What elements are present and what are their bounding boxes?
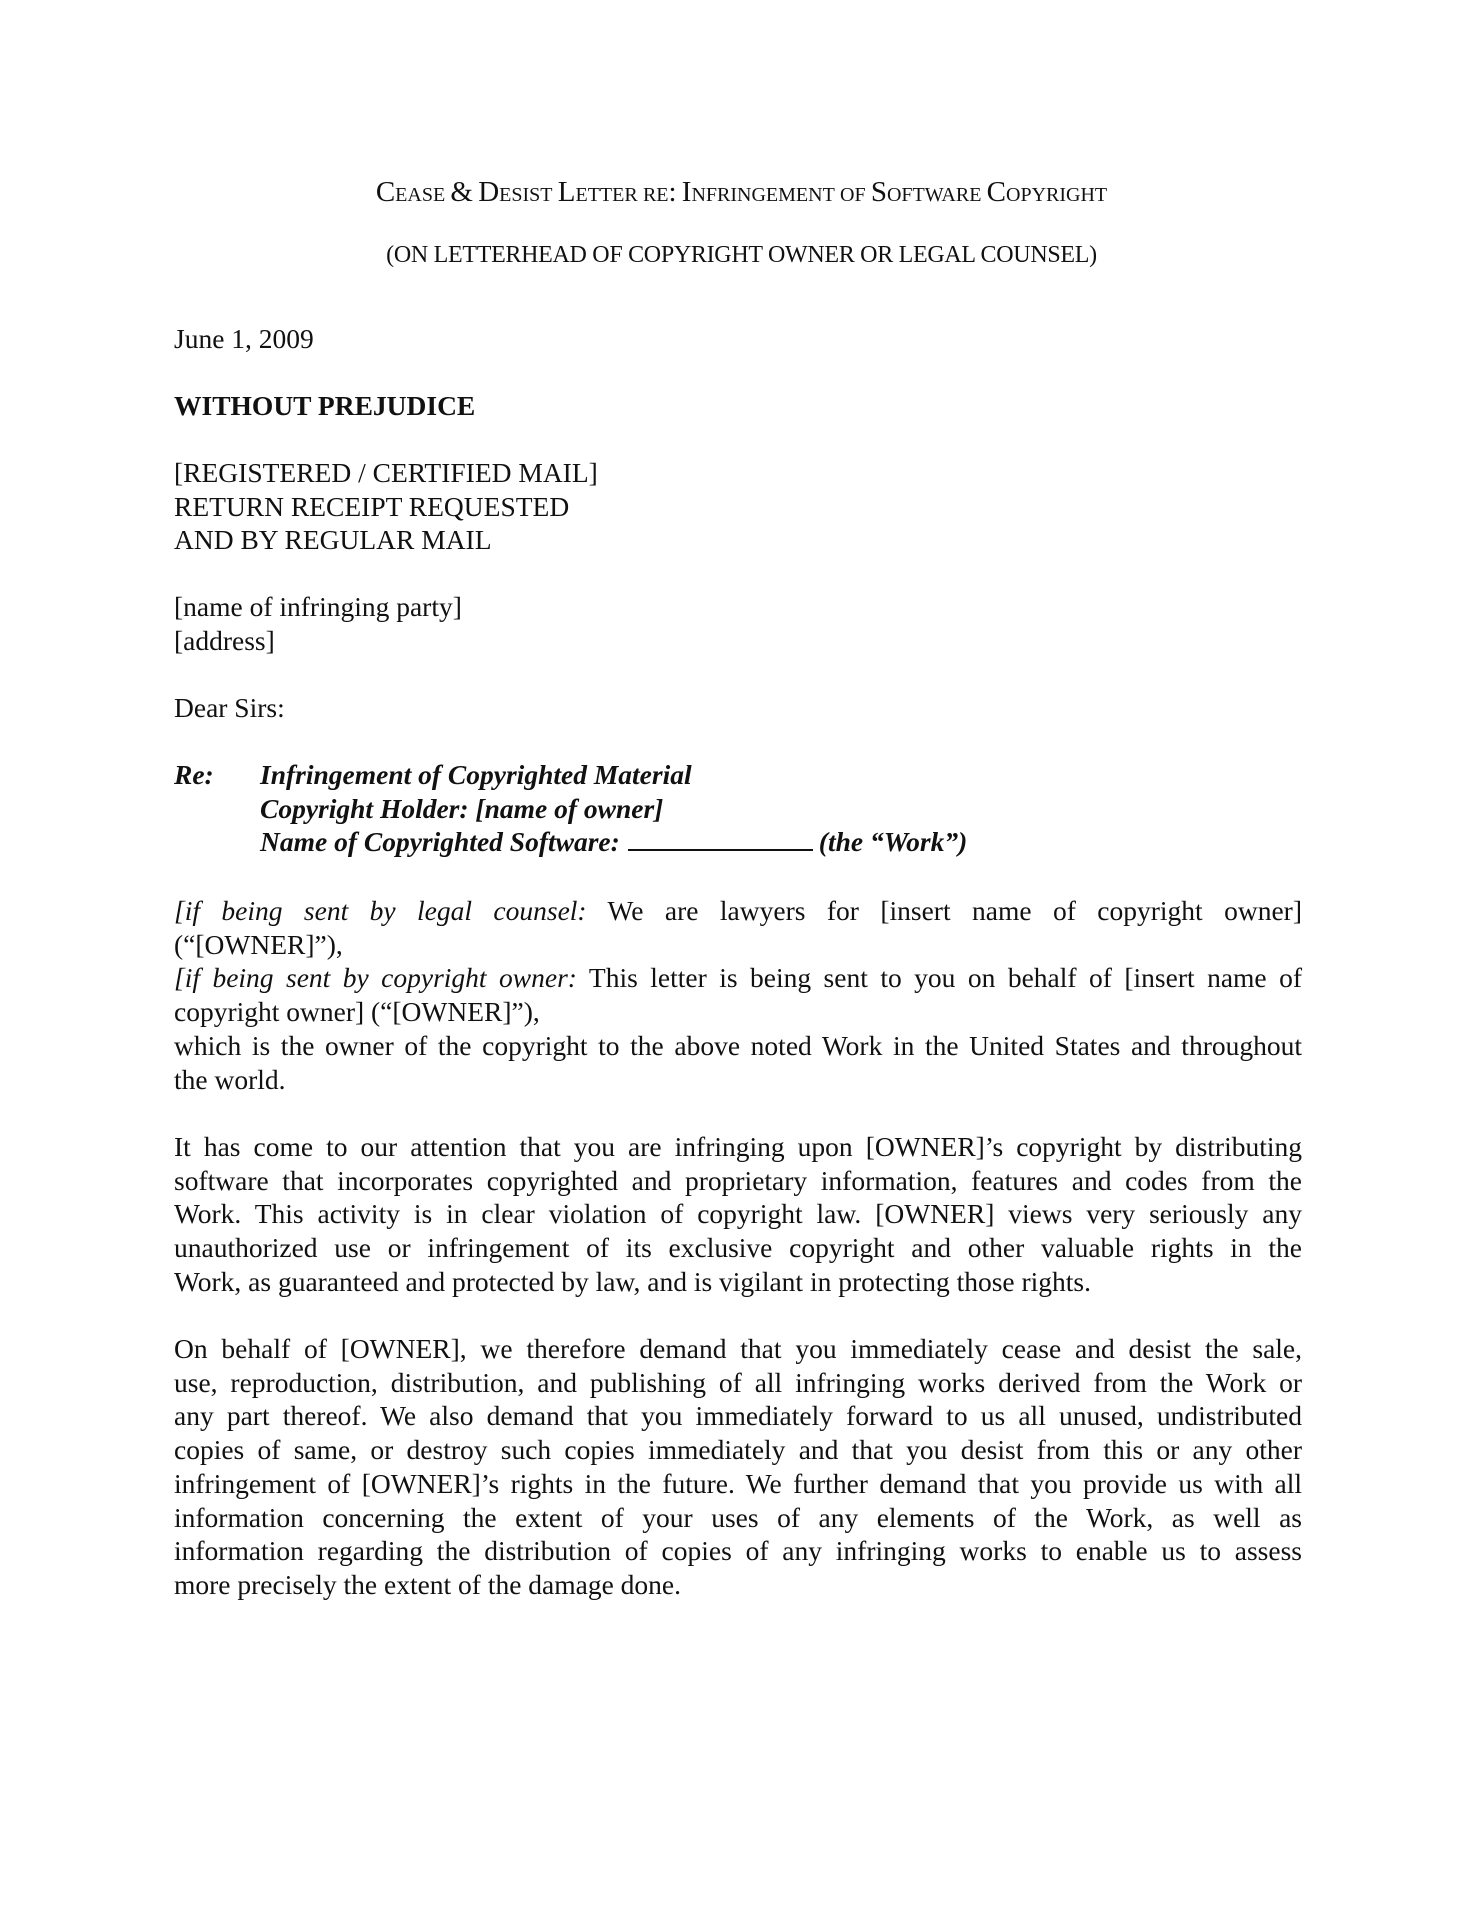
document-subtitle: (ON LETTERHEAD OF COPYRIGHT OWNER OR LEGAL COUNSEL) xyxy=(386,242,1097,268)
paragraph-line: more precisely the extent of the damage done. xyxy=(174,1568,682,1600)
paragraph-line: infringement of [OWNER]’s rights in the future. We further demand that you provide us with all xyxy=(174,1467,1302,1499)
letter-date: June 1, 2009 xyxy=(174,323,314,354)
paragraph-line: Work. This activity is in clear violation of copyright law. [OWNER] views very seriously any xyxy=(174,1198,1302,1230)
mail-line: [REGISTERED / CERTIFIED MAIL] xyxy=(174,457,598,488)
re-block xyxy=(174,758,1302,859)
recipient-address: [address] xyxy=(174,624,275,656)
owner-text: This letter is being sent to you on behalf of [insert name of xyxy=(588,962,1302,994)
recipient-block xyxy=(174,590,1302,657)
paragraph-line: any part thereof. We also demand that you immediately forward to us all unused, undistributed xyxy=(174,1400,1302,1432)
paragraph-line: information concerning the extent of your uses of any elements of the Work, as well as xyxy=(174,1501,1302,1533)
mail-method-block xyxy=(174,456,1302,557)
paragraph-line: software that incorporates copyrighted and proprietary information, features and codes from the xyxy=(174,1164,1302,1196)
re-copyright-holder: Copyright Holder: [name of owner] xyxy=(260,792,664,824)
paragraph-line: It has come to our attention that you are infringing upon [OWNER]’s copyright by distributing xyxy=(174,1131,1302,1162)
intro-line: the world. xyxy=(174,1063,286,1095)
intro-line xyxy=(174,894,1302,928)
re-work-definition: (the “Work”) xyxy=(818,826,968,858)
without-prejudice-heading: WITHOUT PREJUDICE xyxy=(174,390,476,421)
re-label: Re: xyxy=(174,759,214,790)
re-software-name xyxy=(260,825,967,859)
demand-paragraph xyxy=(174,1332,1302,1602)
recipient-name: [name of infringing party] xyxy=(174,591,462,622)
infringement-paragraph xyxy=(174,1130,1302,1299)
paragraph-line: Work, as guaranteed and protected by law, and is vigilant in protecting those rights. xyxy=(174,1265,1092,1297)
mail-line: RETURN RECEIPT REQUESTED xyxy=(174,490,570,522)
paragraph-line: unauthorized use or infringement of its exclusive copyright and other valuable rights in the xyxy=(174,1232,1302,1264)
paragraph-line: use, reproduction, distribution, and publishing of all infringing works derived from the Work or xyxy=(174,1366,1302,1398)
intro-line xyxy=(174,961,1302,995)
software-name-blank xyxy=(628,825,813,851)
paragraph-line: information regarding the distribution of copies of any infringing works to enable us to assess xyxy=(174,1535,1302,1567)
intro-paragraph xyxy=(174,894,1302,1096)
mail-line: AND BY REGULAR MAIL xyxy=(174,524,492,556)
paragraph-line: copies of same, or destroy such copies immediately and that you desist from this or any other xyxy=(174,1434,1302,1466)
paragraph-line: On behalf of [OWNER], we therefore demand that you immediately cease and desist the sale, xyxy=(174,1333,1302,1364)
document-title: Cease & Desist Letter re: Infringement of Software Copyright xyxy=(375,176,1108,208)
re-subject: Infringement of Copyrighted Material xyxy=(260,759,692,790)
salutation: Dear Sirs: xyxy=(174,692,285,723)
counsel-instruction: [if being sent by legal counsel: xyxy=(174,895,587,926)
owner-instruction: [if being sent by copyright owner: xyxy=(174,962,577,994)
intro-line: which is the owner of the copyright to the above noted Work in the United States and throughout xyxy=(174,1029,1302,1061)
re-software-label: Name of Copyrighted Software: xyxy=(260,826,620,858)
intro-line: (“[OWNER]”), xyxy=(174,928,343,960)
counsel-text: We are lawyers for [insert name of copyright owner] xyxy=(607,895,1303,926)
intro-line: copyright owner] (“[OWNER]”), xyxy=(174,996,540,1028)
